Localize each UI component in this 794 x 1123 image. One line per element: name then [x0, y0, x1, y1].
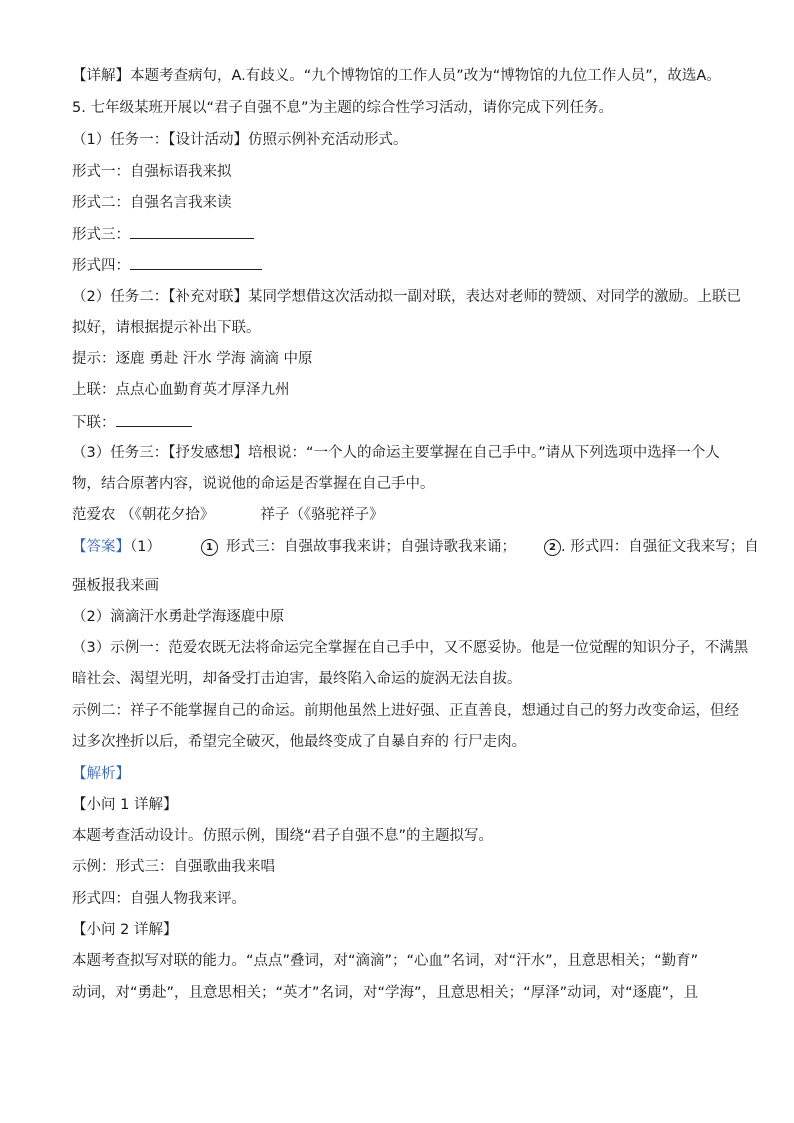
circled-number-2: 2 [544, 539, 561, 556]
example-2-b: 过多次挫折以后，希望完全破灭，他最终变成了自暴自弃的 行尸走肉。 [72, 734, 527, 750]
answer-form-4: . 形式四：自强征文我来写；自 [560, 539, 759, 555]
sub-question-1-text: 本题考查活动设计。仿照示例，围绕“君子自强不息”的主题拟写。 [72, 828, 494, 844]
option-fan-ainong: 范爱农 （《朝花夕拾》 [72, 507, 215, 523]
sub-question-1-label: 【小问 1 详解】 [72, 797, 178, 813]
answer-label: 【答案】 [72, 539, 130, 555]
task-2-prompt-b: 拟好，请根据提示补出下联。 [72, 320, 261, 336]
hint-line: 提示：逐鹿 勇赴 汗水 学海 滴滴 中原 [72, 351, 313, 367]
form-1-line: 形式一：自强标语我来拟 [72, 164, 232, 180]
sub-question-1-example-2: 形式四：自强人物我来评。 [72, 891, 246, 907]
answer-line [72, 537, 759, 557]
task-2-prompt-a: （2）任务二：【补充对联】某同学想借这次活动拟一副对联，表达对老师的赞颂、对同学的激励。上联已 [72, 289, 741, 305]
answer-part-3-a: （3）示例一：范爱农既无法将命运完全掌握在自己手中，又不愿妥协。他是一位觉醒的知识分子，不满黑 [72, 640, 749, 656]
form-2-line: 形式二：自强名言我来读 [72, 195, 232, 211]
upper-couplet-line: 上联：点点心血勤育英才厚泽九州 [72, 382, 290, 398]
form-3-label: 形式三： [72, 227, 130, 243]
form-3-line [72, 224, 724, 245]
answer-part-3-b: 暗社会、渴望光明，却备受打击迫害，最终陷入命运的旋涡无法自拔。 [72, 671, 522, 687]
sub-question-2-label: 【小问 2 详解】 [72, 922, 178, 938]
analysis-label: 【解析】 [72, 766, 130, 782]
answer-form-3: 形式三：自强故事我来讲；自强诗歌我来诵； [225, 539, 516, 555]
sub-question-1-example-1: 示例：形式三：自强歌曲我来唱 [72, 859, 275, 875]
task-3-prompt-b: 物，结合原著内容，说说他的命运是否掌握在自己手中。 [72, 476, 435, 492]
task-3-prompt-a: （3）任务三：【抒发感想】培根说：“一个人的命运主要掌握在自己手中。”请从下列选项中选择一个人 [72, 445, 720, 461]
lower-couplet-blank [116, 412, 192, 427]
sub-question-2-text-b: 动词，对“勇赴”，且意思相关；“英才”名词，对“学海”，且意思相关；“厚泽”动词，对“逐鹿”，且 [72, 985, 699, 1001]
form-4-blank [130, 255, 262, 270]
answer-part-1-number: （1） [130, 539, 161, 555]
form-4-line [72, 255, 724, 276]
example-2-a: 示例二：祥子不能掌握自己的命运。前期他虽然上进好强、正直善良，想通过自己的努力改变命运，但经 [72, 703, 739, 719]
task-1-prompt: （1）任务一：【设计活动】仿照示例补充活动形式。 [72, 132, 408, 148]
answer-continuation: 强板报我来画 [72, 578, 159, 594]
answer-part-2: （2）滴滴汗水勇赴学海逐鹿中原 [72, 609, 285, 625]
form-4-label: 形式四： [72, 258, 130, 274]
options-line [72, 505, 724, 525]
option-xiangzi: 祥子（《骆驼祥子》 [260, 507, 384, 523]
lower-couplet-label: 下联： [72, 415, 116, 431]
circled-number-1: 1 [201, 539, 218, 556]
sub-question-2-text-a: 本题考查拟写对联的能力。“点点”叠词，对“滴滴”；“心血”名词，对“汗水”，且意思相关；“勤育” [72, 953, 699, 969]
question-5-stem: 5. 七年级某班开展以“君子自强不息”为主题的综合性学习活动，请你完成下列任务。 [72, 100, 613, 116]
lower-couplet-line [72, 412, 724, 433]
detail-explanation-line: 【详解】本题考查病句，A.有歧义。“九个博物馆的工作人员”改为“博物馆的九位工作人员”，故选A。 [72, 68, 721, 84]
form-3-blank [130, 224, 254, 239]
